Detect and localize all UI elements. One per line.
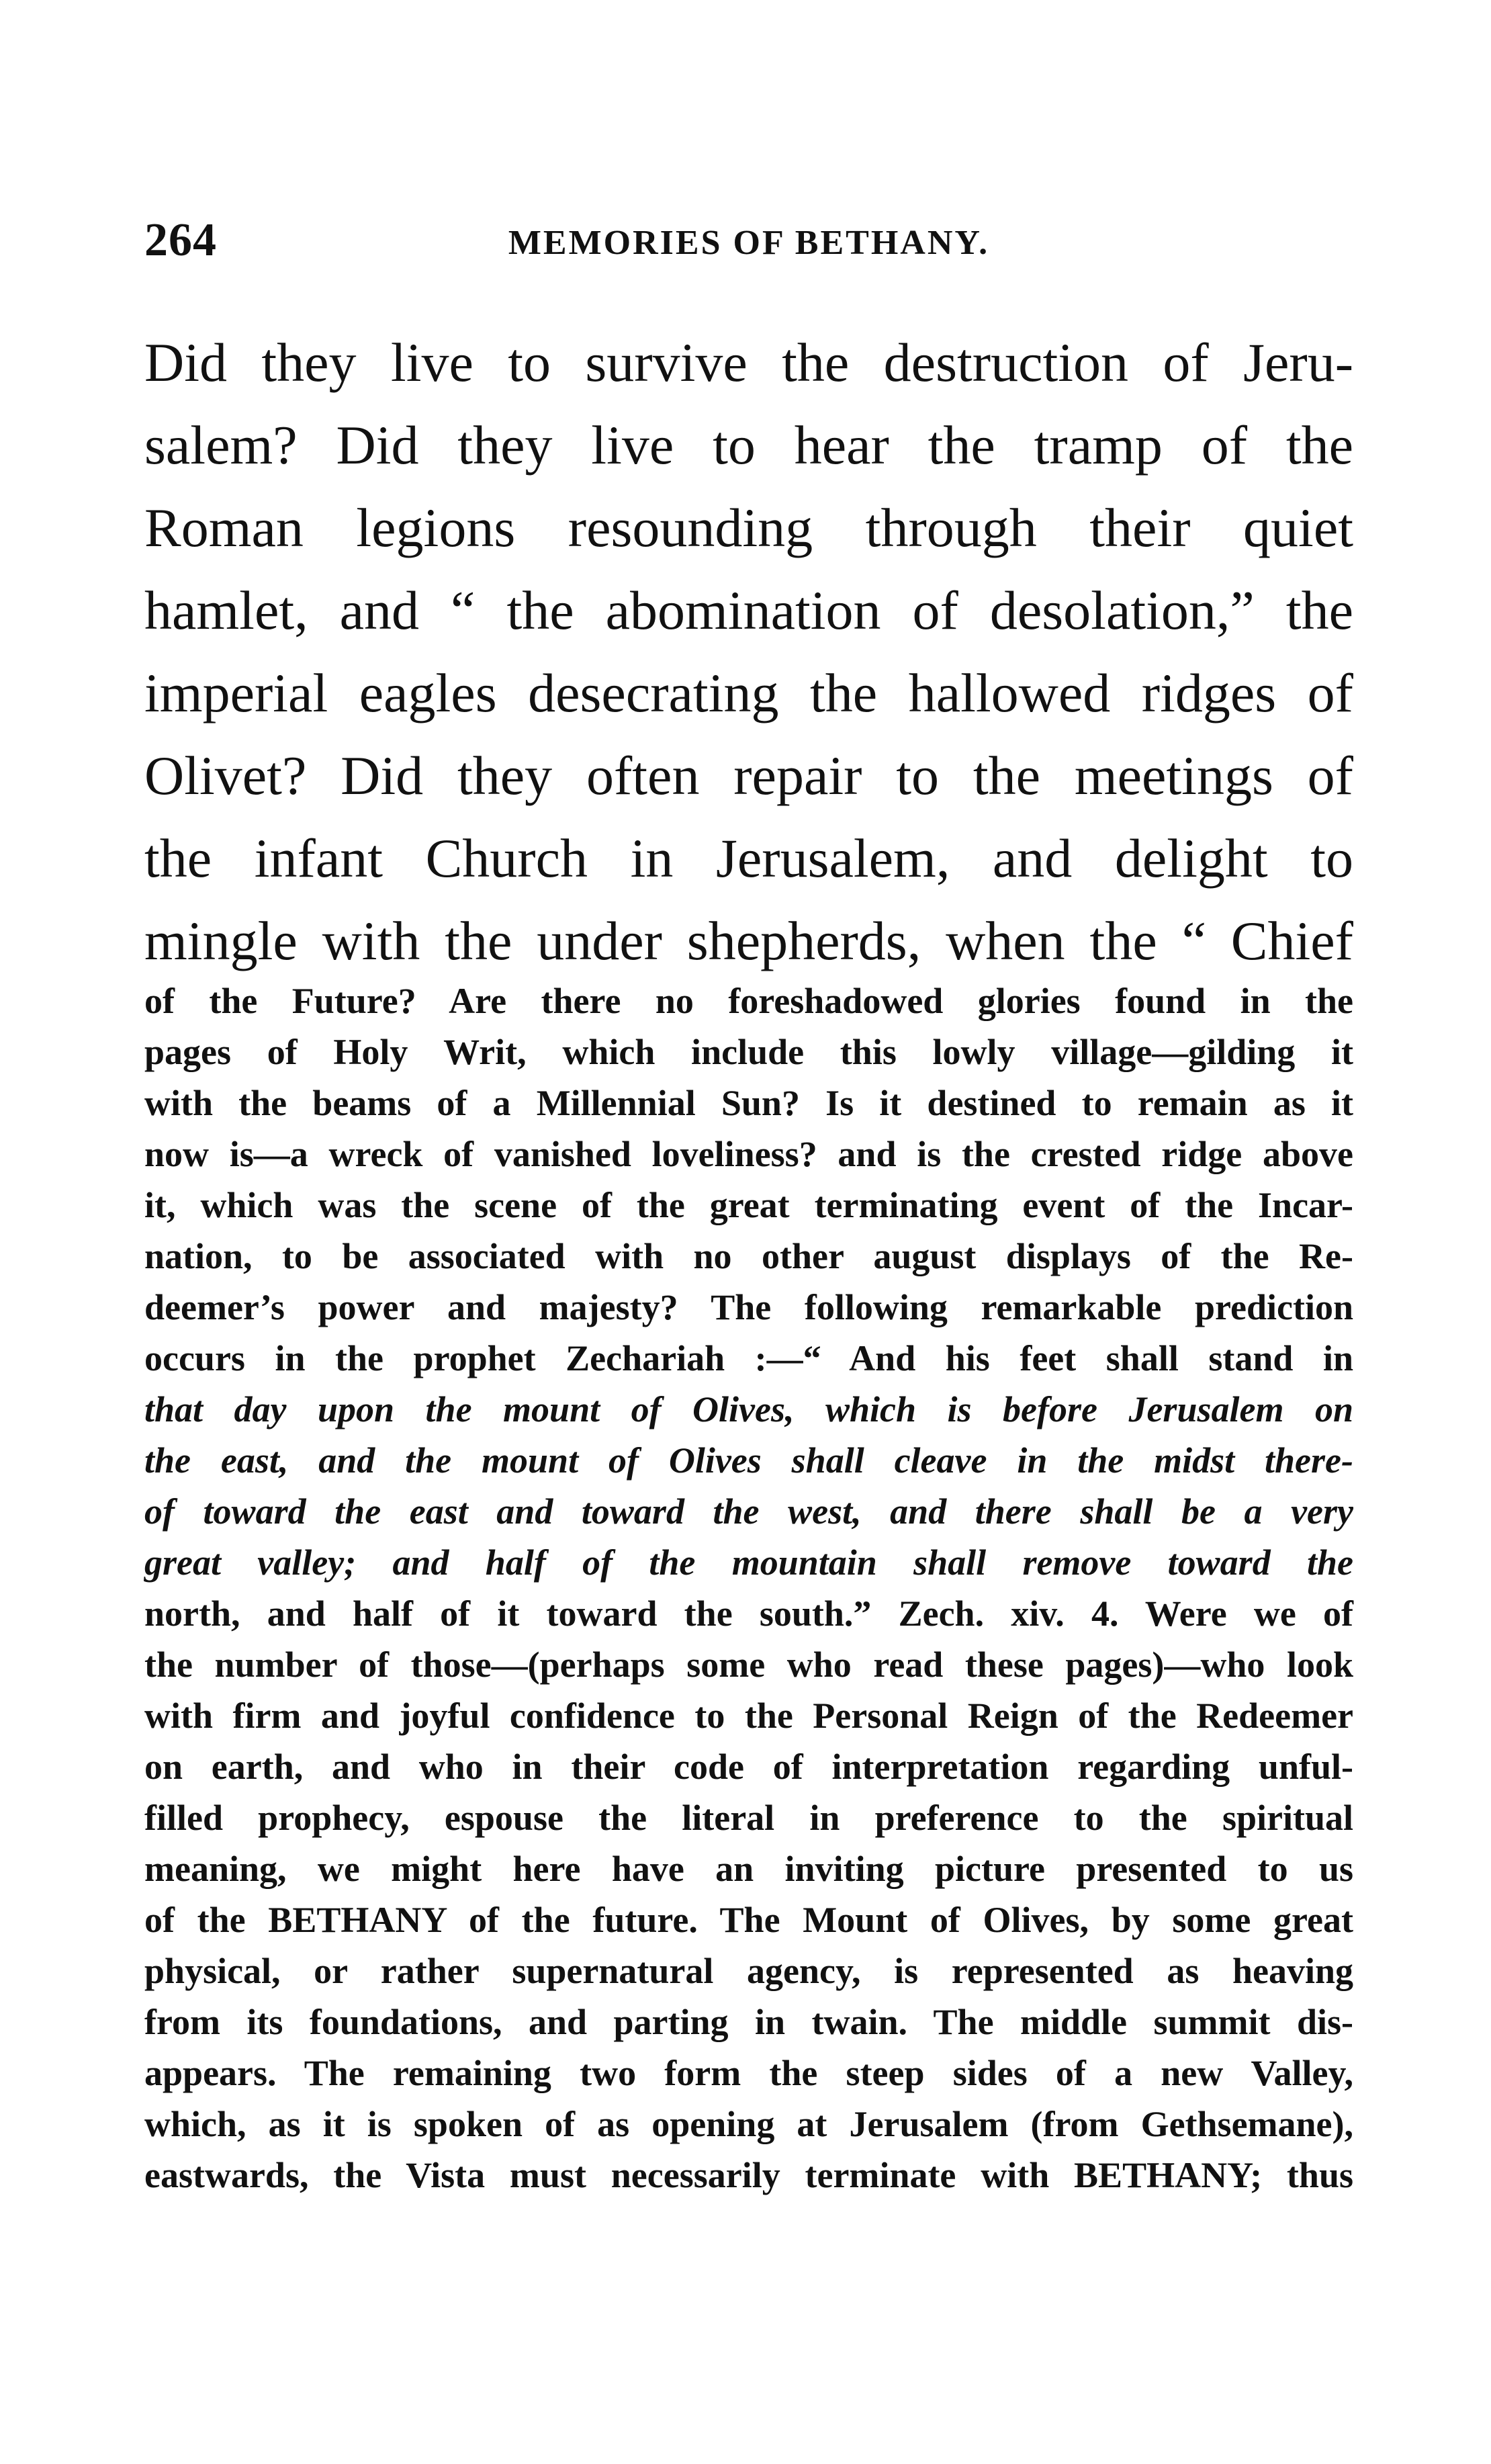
text-line: eastwards, the Vista must necessarily terminate with BETHANY; thus <box>144 2155 1353 2195</box>
text-line: nation, to be associated with no other august displays of the Re- <box>144 1236 1353 1276</box>
text-line: pages of Holy Writ, which include this lowly village—gilding it <box>144 1032 1353 1072</box>
text-line: of the BETHANY of the future. The Mount of Olives, by some great <box>144 1900 1353 1940</box>
page-number: 264 <box>144 214 217 266</box>
page-header <box>144 214 1353 274</box>
text-line: Did they live to survive the destruction of Jeru- <box>144 332 1353 393</box>
text-line: from its foundations, and parting in twain. The middle summit dis- <box>144 2002 1353 2042</box>
text-line: imperial eagles desecrating the hallowed ridges of <box>144 662 1353 723</box>
text-line-italic: great valley; and half of the mountain shall remove toward the <box>144 1542 1353 1583</box>
text-line: north, and half of it toward the south.” Zech. xiv. 4. Were we of <box>144 1593 1353 1634</box>
text-line: hamlet, and “ the abomination of desolation,” the <box>144 580 1353 641</box>
text-line: occurs in the prophet Zechariah :—“ And his feet shall stand in <box>144 1338 1353 1378</box>
text-line: now is—a wreck of vanished loveliness? and is the crested ridge above <box>144 1134 1353 1174</box>
text-line-italic: the east, and the mount of Olives shall cleave in the midst there- <box>144 1440 1353 1481</box>
small-text-block <box>144 975 1353 2201</box>
text-line: salem? Did they live to hear the tramp of the <box>144 414 1353 476</box>
text-line: with the beams of a Millennial Sun? Is it destined to remain as it <box>144 1083 1353 1123</box>
running-head: MEMORIES OF BETHANY. <box>508 224 990 262</box>
text-line: Olivet? Did they often repair to the meetings of <box>144 745 1353 806</box>
text-line: of the Future? Are there no foreshadowed glories found in the <box>144 981 1353 1021</box>
text-line: filled prophecy, espouse the literal in preference to the spiritual <box>144 1798 1353 1838</box>
text-line: on earth, and who in their code of interpretation regarding unful- <box>144 1747 1353 1787</box>
text-line-italic: of toward the east and toward the west, and there shall be a very <box>144 1491 1353 1532</box>
text-line: with firm and joyful confidence to the Personal Reign of the Redeemer <box>144 1696 1353 1736</box>
text-line: deemer’s power and majesty? The following remarkable prediction <box>144 1287 1353 1327</box>
text-line: appears. The remaining two form the steep sides of a new Valley, <box>144 2053 1353 2093</box>
text-line: physical, or rather supernatural agency, is represented as heaving <box>144 1951 1353 1991</box>
text-line: mingle with the under shepherds, when the “ Chief <box>144 910 1353 971</box>
text-line: which, as it is spoken of as opening at Jerusalem (from Gethsemane), <box>144 2104 1353 2144</box>
text-line: Roman legions resounding through their quiet <box>144 497 1353 558</box>
text-line: it, which was the scene of the great terminating event of the Incar- <box>144 1185 1353 1225</box>
text-line: the number of those—(perhaps some who read these pages)—who look <box>144 1644 1353 1685</box>
main-text-block <box>144 321 1353 982</box>
text-line-italic: that day upon the mount of Olives, which is before Jerusalem on <box>144 1389 1353 1429</box>
text-line: the infant Church in Jerusalem, and delight to <box>144 828 1353 889</box>
text-line: meaning, we might here have an inviting picture presented to us <box>144 1849 1353 1889</box>
